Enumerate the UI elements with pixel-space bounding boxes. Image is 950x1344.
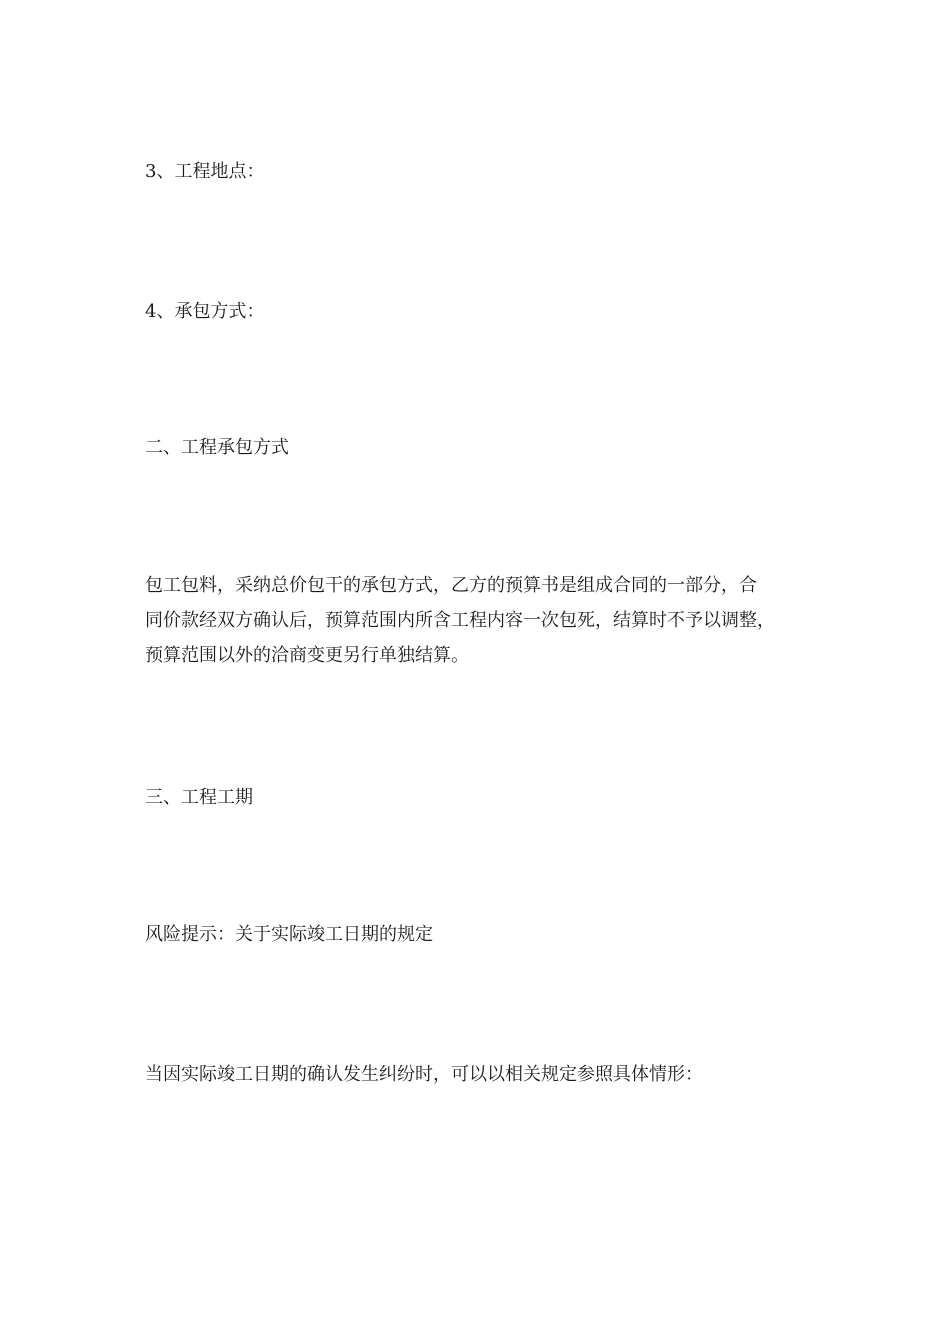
item-project-location: 3、工程地点： [145, 161, 265, 182]
section-body-contract-mode [145, 568, 805, 673]
paragraph-line: 包工包料，采纳总价包干的承包方式，乙方的预算书是组成合同的一部分，合 [145, 575, 757, 596]
section-heading-project-period: 三、工程工期 [145, 787, 253, 808]
paragraph-line: 同价款经双方确认后，预算范围内所含工程内容一次包死，结算时不予以调整， [145, 610, 775, 631]
paragraph-line: 预算范围以外的洽商变更另行单独结算。 [145, 645, 469, 666]
item-contract-mode: 4、承包方式： [145, 301, 265, 322]
risk-tip-body: 当因实际竣工日期的确认发生纠纷时，可以以相关规定参照具体情形： [145, 1064, 703, 1085]
risk-tip-heading: 风险提示：关于实际竣工日期的规定 [145, 924, 433, 945]
section-heading-contract-mode: 二、工程承包方式 [145, 437, 289, 458]
